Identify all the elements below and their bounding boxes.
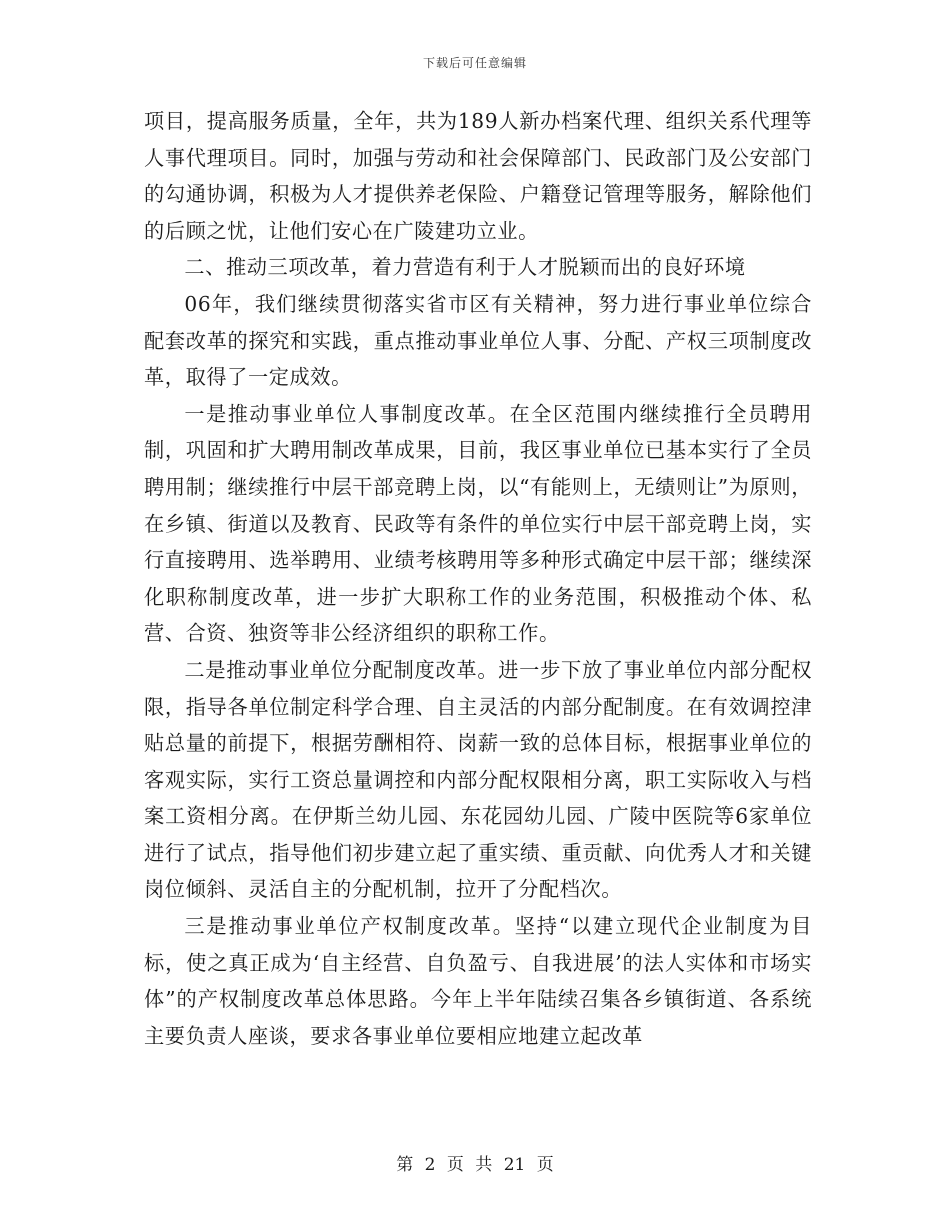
paragraph-distribution-reform: 二是推动事业单位分配制度改革。进一步下放了事业单位内部分配权限，指导各单位制定科学合理、自主灵活的内部分配制度。在有效调控津贴总量的前提下，根据劳酬相符、岗薪一致的总体目标，根据事业单位的客观实际，实行工资总量调控和内部分配权限相分离，职工实际收入与档案工资相分离。在伊斯兰幼儿园、东花园幼儿园、广陵中医院等6家单位进行了试点，指导他们初步建立起了重实绩、重贡献、向优秀人才和关键岗位倾斜、灵活自主的分配机制，拉开了分配档次。 xyxy=(144,657,812,902)
paragraph-property-reform: 三是推动事业单位产权制度改革。坚持“以建立现代企业制度为目标，使之真正成为‘自主经营、自负盈亏、自我进展’的法人实体和市场实体”的产权制度改革总体思路。今年上半年陆续召集各乡镇街道、各系统主要负责人座谈，要求各事业单位要相应地建立起改革 xyxy=(144,914,812,1048)
paragraph-personnel-reform: 一是推动事业单位人事制度改革。在全区范围内继续推行全员聘用制，巩固和扩大聘用制改革成果，目前，我区事业单位已基本实行了全员聘用制；继续推行中层干部竞聘上岗，以“有能则上，无绩则让”为原则，在乡镇、街道以及教育、民政等有条件的单位实行中层干部竞聘上岗，实行直接聘用、选举聘用、业绩考核聘用等多种形式确定中层干部；继续深化职称制度改革，进一步扩大职称工作的业务范围，积极推动个体、私营、合资、独资等非公经济组织的职称工作。 xyxy=(144,401,812,646)
paragraph-intro: 06年，我们继续贯彻落实省市区有关精神，努力进行事业单位综合配套改革的探究和实践，重点推动事业单位人事、分配、产权三项制度改革，取得了一定成效。 xyxy=(144,291,812,390)
page-footer: 第 2 页 共 21 页 xyxy=(396,1155,554,1175)
page-header: 下载后可任意编辑 xyxy=(422,56,527,70)
section-heading: 二、推动三项改革，着力营造有利于人才脱颖而出的良好环境 xyxy=(184,255,746,280)
document-body xyxy=(144,103,812,1054)
paragraph-continuation: 项目，提高服务质量，全年，共为189人新办档案代理、组织关系代理等人事代理项目。同时，加强与劳动和社会保障部门、民政部门及公安部门的勾通协调，积极为人才提供养老保险、户籍登记管理等服务，解除他们的后顾之忧，让他们安心在广陵建功立业。 xyxy=(144,109,812,243)
